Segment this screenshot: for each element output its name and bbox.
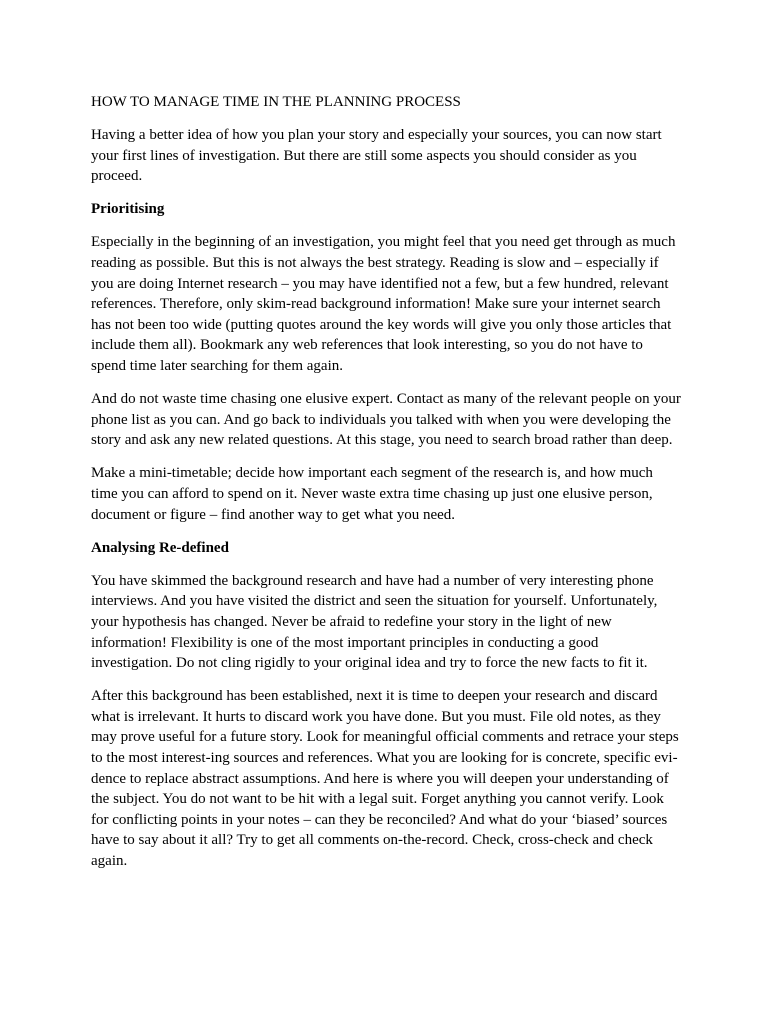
document-page <box>91 92 681 884</box>
intro-paragraph: Having a better idea of how you plan your story and especially your sources, you can now start your first lines of investigation. But there are still some aspects you should consider as you proceed. <box>91 127 662 185</box>
paragraph: After this background has been established, next it is time to deepen your research and discard what is irrelevant. It hurts to discard work you have done. But you must. File old notes, as they may prove useful for a future story. Look for meaningful official comments and retrace your steps to the most interest-ing sources and references. What you are looking for is concrete, specific evi-dence to replace abstract assumptions. And here is where you will deepen your understanding of the subject. You do not want to be hit with a legal suit. Forget anything you cannot verify. Look for conflicting points in your notes – can they be reconciled? And what do your ‘biased’ sources have to say about it all? Try to get all comments on-the-record. Check, cross-check and check again. <box>91 688 679 869</box>
section-heading-prioritising: Prioritising <box>91 201 165 218</box>
section-heading-analysing-re-defined: Analysing Re-defined <box>91 539 229 556</box>
paragraph: Make a mini-timetable; decide how important each segment of the research is, and how much time you can afford to spend on it. Never waste extra time chasing up just one elusive person, document or figure – find another way to get what you need. <box>91 465 653 523</box>
paragraph: And do not waste time chasing one elusive expert. Contact as many of the relevant people on your phone list as you can. And go back to individuals you talked with when you were developing the story and ask any new related questions. At this stage, you need to search broad rather than deep. <box>91 391 681 449</box>
paragraph: Especially in the beginning of an investigation, you might feel that you need get through as much reading as possible. But this is not always the best strategy. Reading is slow and – especially if you are doing Internet research – you may have identified not a few, but a few hundred, relevant references. Therefore, only skim-read background information! Make sure your internet search has not been too wide (putting quotes around the key words will give you only those articles that include them all). Bookmark any web references that look interesting, so you do not have to spend time later searching for them again. <box>91 234 676 375</box>
paragraph: You have skimmed the background research and have had a number of very interesting phone interviews. And you have visited the district and seen the situation for yourself. Unfortunately, your hypothesis has changed. Never be afraid to redefine your story in the light of new information! Flexibility is one of the most important principles in conducting a good investigation. Do not cling rigidly to your original idea and try to force the new facts to fit it. <box>91 572 658 672</box>
document-title: HOW TO MANAGE TIME IN THE PLANNING PROCESS <box>91 94 461 110</box>
